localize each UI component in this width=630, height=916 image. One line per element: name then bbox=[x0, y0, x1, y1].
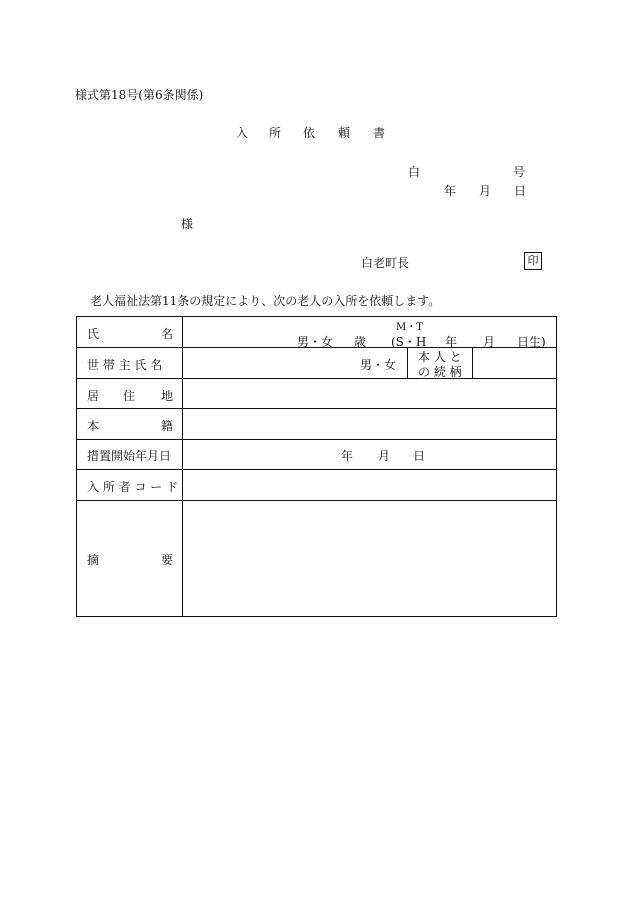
name-field[interactable] bbox=[183, 317, 557, 348]
sex-options: 男・女 bbox=[297, 335, 334, 349]
era-top: M・T bbox=[396, 322, 423, 333]
row-name bbox=[77, 317, 557, 348]
start-month: 月 bbox=[378, 449, 391, 463]
era-bottom: (S・H bbox=[391, 335, 427, 349]
label-summary: 摘 要 bbox=[77, 501, 183, 617]
intro-text: 老人福祉法第11条の規定により、次の老人の入所を依頼します。 bbox=[90, 294, 441, 308]
title-char: 入 bbox=[236, 126, 249, 140]
label-resident-code: 入 所 者 コ ー ド bbox=[77, 470, 183, 501]
start-date-field[interactable] bbox=[183, 440, 557, 470]
label-residence: 居 住 地 bbox=[77, 379, 183, 409]
title-char: 所 bbox=[269, 126, 282, 140]
birth-day: 日生) bbox=[517, 335, 546, 349]
age-unit: 歳 bbox=[354, 335, 367, 349]
issuer-name: 白老町長 bbox=[361, 256, 410, 270]
date-year: 年 bbox=[444, 184, 457, 198]
date-day: 日 bbox=[514, 184, 527, 198]
birth-year: 年 bbox=[445, 335, 458, 349]
document-number-suffix: 号 bbox=[513, 165, 526, 179]
relation-label: 本 人 と の 続 柄 bbox=[407, 348, 473, 378]
form-reference: 様式第18号(第6条関係) bbox=[75, 88, 204, 102]
label-start-date: 措置開始年月日 bbox=[77, 440, 183, 470]
title-char: 依 bbox=[303, 126, 316, 140]
residence-field[interactable] bbox=[183, 379, 557, 409]
start-day: 日 bbox=[413, 449, 426, 463]
request-form-table bbox=[76, 316, 557, 617]
birth-month: 月 bbox=[483, 335, 496, 349]
household-head-name-input[interactable] bbox=[183, 348, 407, 378]
start-year: 年 bbox=[341, 449, 354, 463]
row-household-head bbox=[77, 348, 557, 379]
title-char: 書 bbox=[373, 126, 386, 140]
seal-mark: 印 bbox=[524, 252, 542, 270]
row-summary bbox=[77, 501, 557, 617]
household-head-field bbox=[183, 348, 557, 379]
date-month: 月 bbox=[479, 184, 492, 198]
row-resident-code bbox=[77, 470, 557, 501]
row-start-date bbox=[77, 440, 557, 470]
household-sex-options: 男・女 bbox=[360, 358, 397, 372]
label-domicile: 本 籍 bbox=[77, 409, 183, 440]
resident-code-field[interactable] bbox=[183, 470, 557, 501]
row-domicile bbox=[77, 409, 557, 440]
domicile-field[interactable] bbox=[183, 409, 557, 440]
title-char: 頼 bbox=[338, 126, 351, 140]
label-household-head: 世 帯 主 氏 名 bbox=[77, 348, 183, 379]
relation-input[interactable] bbox=[472, 348, 556, 378]
summary-field[interactable] bbox=[183, 501, 557, 617]
label-name: 氏 名 bbox=[77, 317, 183, 348]
addressee-suffix: 様 bbox=[181, 217, 194, 231]
document-number-prefix: 白 bbox=[408, 165, 421, 179]
row-residence bbox=[77, 379, 557, 409]
